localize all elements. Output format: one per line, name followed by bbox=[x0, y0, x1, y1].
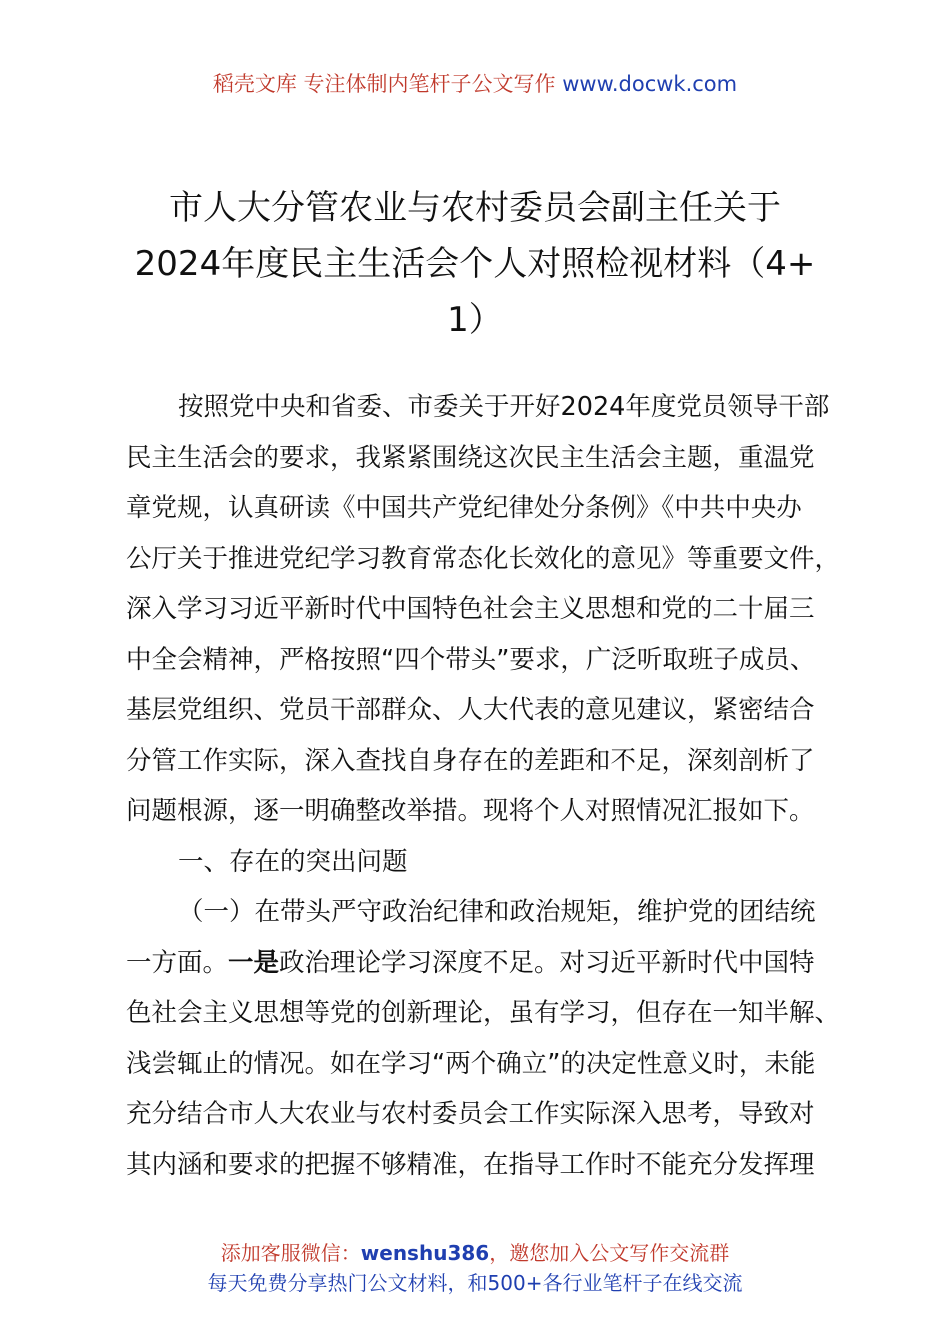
title-line: 1） bbox=[447, 300, 503, 340]
subsection-heading: （一）在带头严守政治纪律和政治规矩，维护党的团结统 bbox=[178, 897, 816, 927]
footer-line-2: 每天免费分享热门公文材料，和500+各行业笔杆子在线交流 bbox=[207, 1271, 743, 1295]
body-line: 民主生活会的要求，我紧紧围绕这次民主生活会主题，重温党 bbox=[126, 442, 815, 473]
footer-suffix: ，邀您加入公文写作交流群 bbox=[489, 1241, 730, 1265]
body-line: 充分结合市人大农业与农村委员会工作实际深入思考，导致对 bbox=[126, 1099, 815, 1129]
body-line: 分管工作实际，深入查找自身存在的差距和不足，深刻剖析了 bbox=[126, 745, 815, 776]
body-line: 按照党中央和省委、市委关于开好2024年度党员领导干部 bbox=[178, 392, 830, 422]
section-heading: 一、存在的突出问题 bbox=[178, 846, 408, 877]
body-line: 色社会主义思想等党的创新理论，虽有学习，但存在一知半解、 bbox=[126, 998, 841, 1028]
title-line: 2024年度民主生活会个人对照检视材料（4+ bbox=[134, 244, 816, 284]
body-line-rest: 政治理论学习深度不足。对习近平新时代中国特 bbox=[279, 947, 815, 978]
body-line: 浅尝辄止的情况。如在学习“两个确立”的决定性意义时，未能 bbox=[126, 1048, 816, 1079]
title-line: 市人大分管农业与农村委员会副主任关于 bbox=[169, 188, 781, 228]
page-footer bbox=[0, 1238, 950, 1298]
body-line-start: 一方面。 bbox=[126, 947, 229, 978]
header-site-link[interactable]: www.docwk.com bbox=[562, 72, 738, 96]
header-brand: 稻壳文库 专注体制内笔杆子公文写作 bbox=[212, 72, 556, 96]
body-line: 中全会精神，严格按照“四个带头”要求，广泛听取班子成员、 bbox=[126, 644, 816, 675]
body-line: 其内涵和要求的把握不够精准，在指导工作时不能充分发挥理 bbox=[126, 1149, 815, 1180]
footer-wechat-id: wenshu386 bbox=[360, 1241, 490, 1265]
body-line: 基层党组织、党员干部群众、人大代表的意见建议，紧密结合 bbox=[126, 695, 815, 725]
body-line bbox=[126, 938, 846, 989]
page-header bbox=[0, 68, 950, 100]
bold-lead: 一是 bbox=[228, 947, 280, 978]
body-line: 问题根源，逐一明确整改举措。现将个人对照情况汇报如下。 bbox=[126, 796, 815, 826]
document-body bbox=[126, 382, 846, 1190]
footer-line-1 bbox=[0, 1238, 950, 1268]
body-line: 章党规，认真研读《中国共产党纪律处分条例》《中共中央办 bbox=[126, 493, 802, 523]
footer-prefix: 添加客服微信： bbox=[220, 1241, 361, 1265]
body-line: 深入学习习近平新时代中国特色社会主义思想和党的二十届三 bbox=[126, 594, 815, 624]
body-line: 公厅关于推进党纪学习教育常态化长效化的意见》等重要文件， bbox=[126, 543, 841, 574]
document-title bbox=[110, 180, 840, 348]
